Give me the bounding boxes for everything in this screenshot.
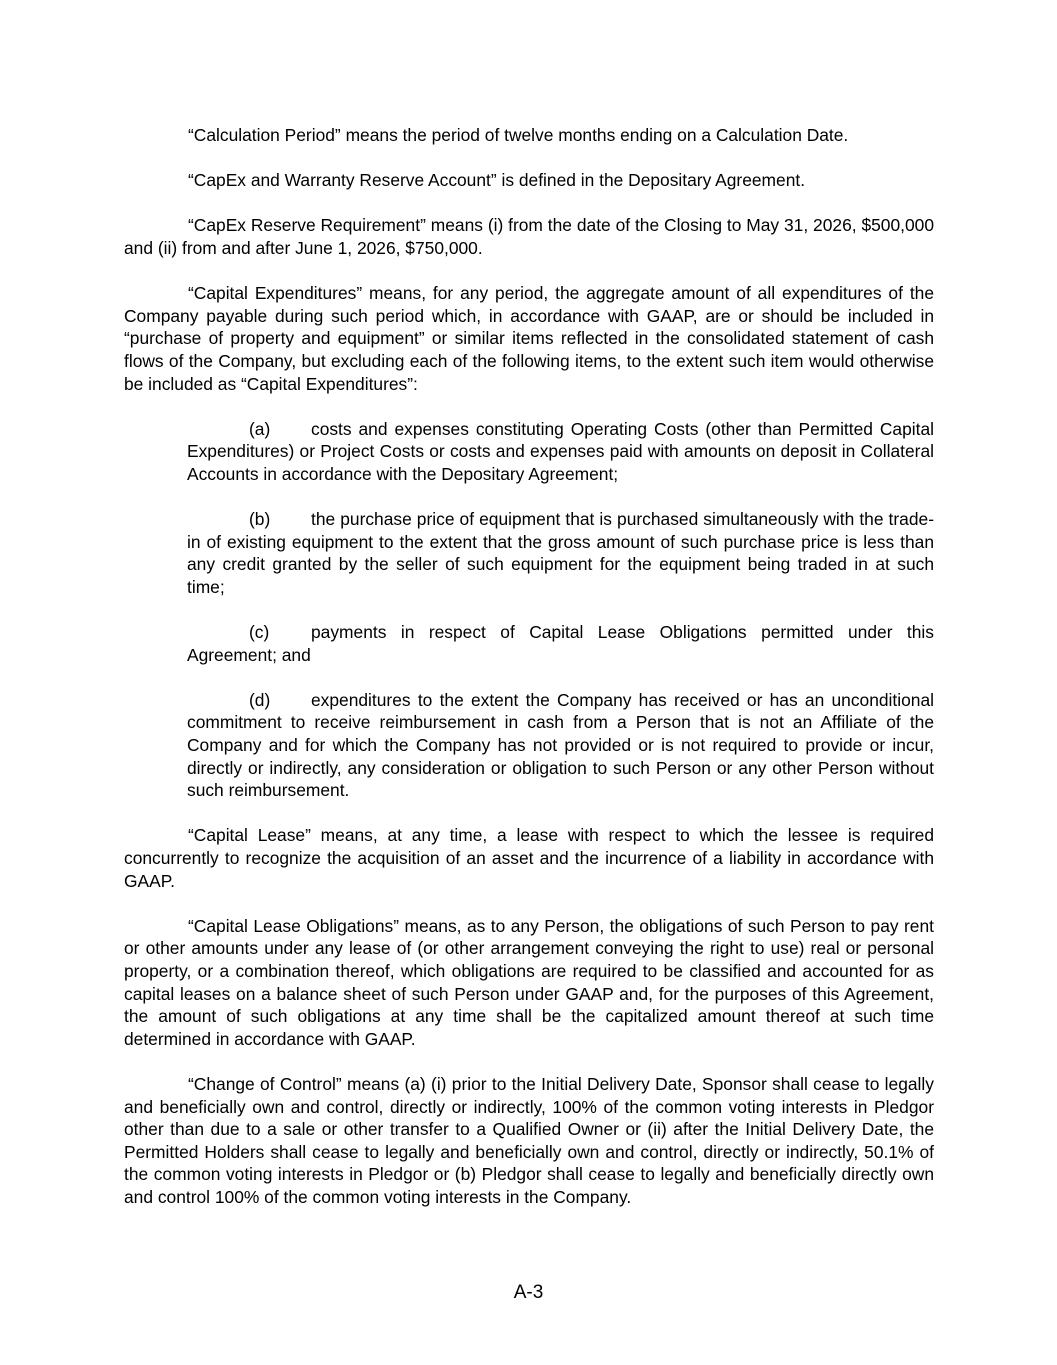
definition-text: means (a) (i) prior to the Initial Delivery Date, Sponsor shall cease to legally and beneficially own and control, directly or indirectly, 100% of the common voting interests in Pledgor other than due to a sale or other transfer to a Qualified Owner or (ii) after the Initial Delivery Date, the Permitted Holders shall cease to legally and beneficially own and control, directly or indirectly, 50.1% of the common voting interests in Pledgor or (b) Pledgor shall cease to legally and beneficially directly own and control 100% of the common voting interests in the Company. <box>124 1073 934 1207</box>
exclusion-item-c <box>187 621 934 666</box>
item-text: expenditures to the extent the Company has received or has an unconditional commitment to receive reimbursement in cash from a Person that is not an Affiliate of the Company and for which the Company has not provided or is not required to provide or incur, directly or indirectly, any consideration or obligation to such Person or any other Person without such reimbursement. <box>187 689 934 801</box>
defined-term: “Capital Lease” <box>188 825 311 846</box>
defined-term: “CapEx and Warranty Reserve Account” <box>188 170 497 191</box>
page-number: A-3 <box>513 1282 544 1303</box>
exclusion-item-d <box>187 689 934 802</box>
definition-capital-lease-obligations <box>124 915 934 1051</box>
definition-text: means, for any period, the aggregate amount of all expenditures of the Company payable during such period which, in accordance with GAAP, are or should be included in “purchase of property and equipment” or similar items reflected in the consolidated statement of cash flows of the Company, but excluding each of the following items, to the extent such item would otherwise be included as “Capital Expenditures”: <box>124 283 935 394</box>
definition-change-of-control <box>124 1073 934 1209</box>
item-label: (a) <box>249 418 271 439</box>
definition-text: is defined in the Depositary Agreement. <box>496 170 806 191</box>
definition-calculation-period <box>124 124 934 147</box>
item-text: payments in respect of Capital Lease Obligations permitted under this Agreement; and <box>187 622 934 665</box>
item-text: the purchase price of equipment that is purchased simultaneously with the trade-in of existing equipment to the extent that the gross amount of such purchase price is less than any credit granted by the seller of such equipment for the equipment being traded in at such time; <box>187 509 934 597</box>
definition-capex-warranty-reserve-account <box>124 169 934 192</box>
defined-term: “Capital Lease Obligations” <box>188 915 400 936</box>
item-label: (b) <box>249 509 271 530</box>
definition-text: means, at any time, a lease with respect to which the lessee is required concurrently to recognize the acquisition of an asset and the incurrence of a liability in accordance with GAAP. <box>124 825 934 891</box>
item-label: (d) <box>249 689 271 710</box>
definition-text: means, as to any Person, the obligations of such Person to pay rent or other amounts under any lease of (or other arrangement conveying the right to use) real or personal property, or a combination thereof, which obligations are required to be classified and accounted for as capital leases on a balance sheet of such Person under GAAP and, for the purposes of this Agreement, the amount of such obligations at any time shall be the capitalized amount thereof at such time determined in accordance with GAAP. <box>124 915 934 1049</box>
definition-capital-expenditures <box>124 282 934 395</box>
defined-term: “Capital Expenditures” <box>188 283 363 304</box>
defined-term: “Change of Control” <box>188 1073 342 1094</box>
definition-text: means (i) from the date of the Closing to May 31, 2026, $500,000 and (ii) from and after June 1, 2026, $750,000. <box>124 215 934 258</box>
definition-capex-reserve-requirement <box>124 214 934 259</box>
definition-text: means the period of twelve months ending on a Calculation Date. <box>340 125 849 145</box>
document-body <box>124 124 934 1231</box>
definition-capital-lease <box>124 824 934 892</box>
item-label: (c) <box>249 622 270 643</box>
exclusion-item-a <box>187 418 934 486</box>
item-text: costs and expenses constituting Operating Costs (other than Permitted Capital Expenditures) or Project Costs or costs and expenses paid with amounts on deposit in Collateral Accounts in accordance with the Depositary Agreement; <box>187 418 934 484</box>
defined-term: “Calculation Period” <box>188 125 341 145</box>
exclusion-item-b <box>187 508 934 598</box>
defined-term: “CapEx Reserve Requirement” <box>188 215 426 236</box>
